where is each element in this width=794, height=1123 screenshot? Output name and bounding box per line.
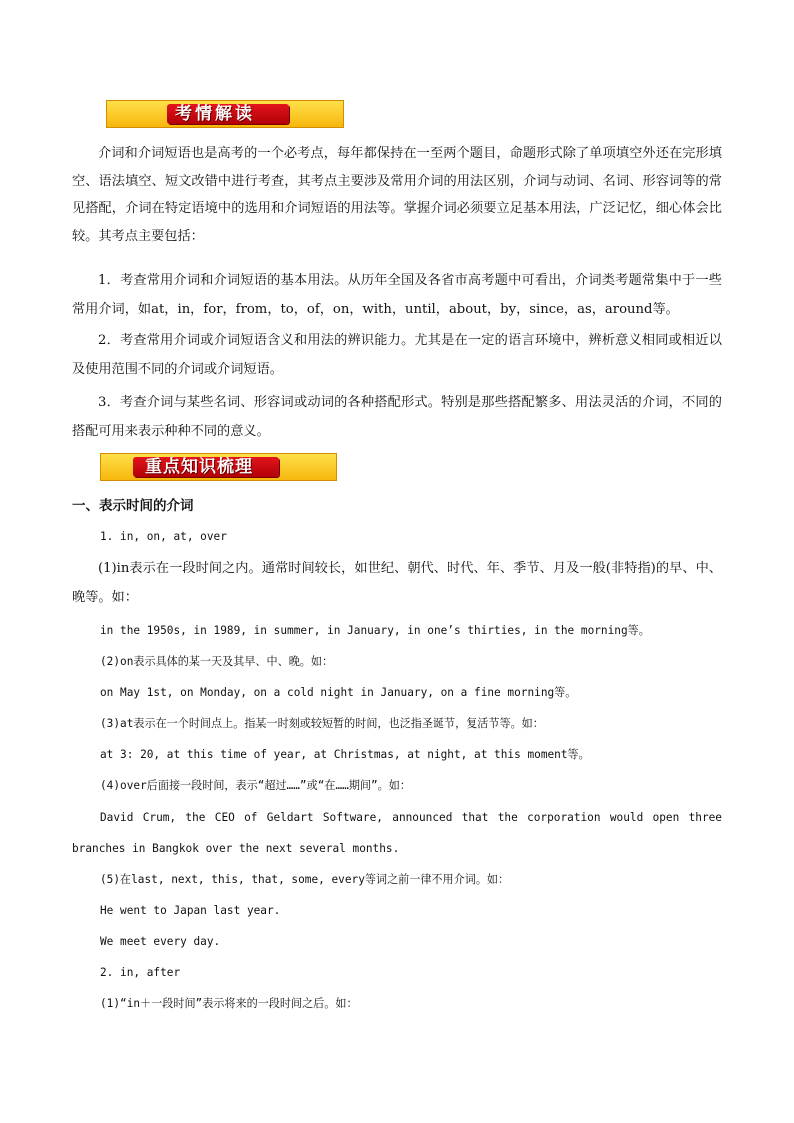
- example-no-preposition-2: We meet every day.: [100, 935, 221, 948]
- rule-on: (2)on表示具体的某一天及其早、中、晚。如：: [100, 655, 334, 668]
- banner-title: 重点知识梳理: [145, 457, 253, 477]
- point-3: 3．考查介词与某些名词、形容词或动词的各种搭配形式。特别是那些搭配繁多、用法灵活的介词，不同的搭配可用来表示种种不同的意义。: [72, 395, 722, 439]
- example-at: at 3: 20, at this time of year, at Christmas, at night, at this moment等。: [100, 748, 590, 761]
- subheading-in-on-at-over: 1. in, on, at, over: [100, 530, 227, 543]
- example-in: in the 1950s, in 1989, in summer, in January, in one’s thirties, in the morning等。: [100, 624, 650, 637]
- banner-title: 考情解读: [175, 104, 255, 124]
- section-heading-time-prepositions: 一、表示时间的介词: [72, 498, 194, 514]
- rule-over: (4)over后面接一段时间，表示“超过……”或“在……期间”。如：: [100, 779, 411, 792]
- rule-at: (3)at表示在一个时间点上。指某一时刻或较短暂的时间，也泛指圣诞节，复活节等。如：: [100, 717, 544, 730]
- point-2: 2．考查常用介词或介词短语含义和用法的辨识能力。尤其是在一定的语言环境中，辨析意义相同或相近以及使用范围不同的介词或介词短语。: [72, 333, 722, 377]
- rule-in: (1)in表示在一段时间之内。通常时间较长，如世纪、朝代、时代、年、季节、月及一般(非特指)的早、中、晚等。如：: [72, 561, 722, 605]
- point-1: 1．考查常用介词和介词短语的基本用法。从历年全国及各省市高考题中可看出，介词类考题常集中于一些常用介词，如at，in，for，from，to，of，on，with，until，about，by，since，as，around等。: [72, 273, 722, 317]
- subheading-in-after: 2. in, after: [100, 966, 181, 979]
- example-over: David Crum, the CEO of Geldart Software, announced that the corporation would open three branches in Bangkok over the next several months.: [72, 811, 722, 855]
- intro-paragraph: 介词和介词短语也是高考的一个必考点，每年都保持在一至两个题目，命题形式除了单项填空外还在完形填空、语法填空、短文改错中进行考查，其考点主要涉及常用介词的用法区别，介词与动词、名词、形容词等的常见搭配，介词在特定语境中的选用和介词短语的用法等。掌握介词必须要立足基本用法，广泛记忆，细心体会比较。其考点主要包括：: [72, 146, 722, 244]
- rule-no-preposition: (5)在last, next, this, that, some, every等词之前一律不用介词。如：: [100, 873, 510, 886]
- example-on: on May 1st, on Monday, on a cold night in January, on a fine morning等。: [100, 686, 577, 699]
- section-banner-key-points: [100, 453, 337, 481]
- example-no-preposition-1: He went to Japan last year.: [100, 904, 281, 917]
- section-banner-exam-analysis: [106, 100, 344, 128]
- rule-in-after: (1)“in＋一段时间”表示将来的一段时间之后。如：: [100, 997, 358, 1010]
